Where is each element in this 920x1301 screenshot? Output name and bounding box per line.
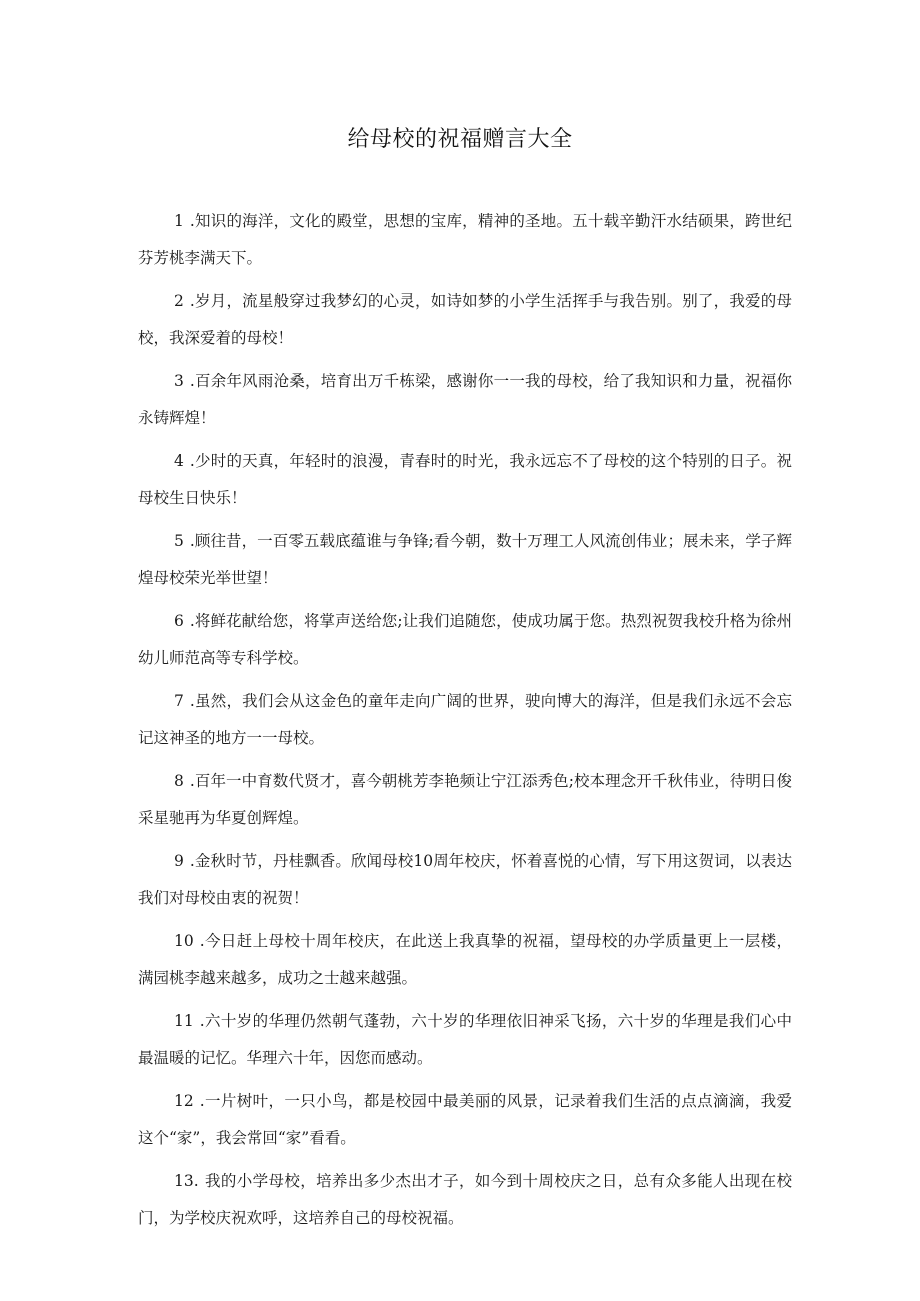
- document-title: 给母校的祝福赠言大全: [347, 127, 573, 152]
- paragraph: [138, 203, 792, 276]
- paragraph: [138, 1083, 792, 1156]
- paragraph-text: .少时的天真，年轻时的浪漫，青春时的时光，我永远忘不了母校的这个特别的日子。祝母校生日快乐！: [138, 452, 792, 507]
- paragraph-text: .金秋时节，丹桂飘香。欣闻母校10周年校庆，怀着喜悦的心情，写下用这贺词，以表达我们对母校由衷的祝贺！: [138, 852, 792, 907]
- paragraph: [138, 443, 792, 516]
- paragraph: [138, 843, 792, 916]
- paragraph-number: 8: [174, 772, 184, 790]
- paragraph: [138, 763, 792, 836]
- paragraph-number: 13.: [174, 1172, 199, 1190]
- paragraph-text: .虽然，我们会从这金色的童年走向广阔的世界，驶向博大的海洋，但是我们永远不会忘记这神圣的地方一一母校。: [138, 692, 792, 747]
- paragraph-number: 10: [174, 932, 194, 950]
- paragraph: [138, 923, 792, 996]
- paragraph-text: .将鲜花献给您，将掌声送给您;让我们追随您，使成功属于您。热烈祝贺我校升格为徐州幼儿师范高等专科学校。: [138, 612, 792, 667]
- paragraph-number: 2: [174, 292, 184, 310]
- paragraph-number: 11: [174, 1012, 194, 1030]
- paragraph: [138, 683, 792, 756]
- paragraph-number: 3: [174, 372, 184, 390]
- paragraph-number: 9: [174, 852, 184, 870]
- paragraph: [138, 1003, 792, 1076]
- paragraph-text: .百余年风雨沧桑，培育出万千栋梁，感谢你一一我的母校，给了我知识和力量，祝福你永铸辉煌！: [138, 372, 792, 427]
- paragraph-text: 我的小学母校，培养出多少杰出才子，如今到十周校庆之日，总有众多能人出现在校门，为学校庆祝欢呼，这培养自己的母校祝福。: [138, 1172, 792, 1227]
- paragraph: [138, 523, 792, 596]
- paragraph-text: .一片树叶，一只小鸟，都是校园中最美丽的风景，记录着我们生活的点点滴滴，我爱这个“家”，我会常回“家”看看。: [138, 1092, 792, 1147]
- paragraph-text: .百年一中育数代贤才，喜今朝桃芳李艳频让宁江添秀色;校本理念开千秋伟业，待明日俊采星驰再为华夏创辉煌。: [138, 772, 792, 827]
- paragraph-text: .知识的海洋，文化的殿堂，思想的宝库，精神的圣地。五十载辛勤汗水结硕果，跨世纪芬芳桃李满天下。: [138, 212, 792, 267]
- paragraph-number: 7: [174, 692, 184, 710]
- paragraph: [138, 1163, 792, 1236]
- paragraph-number: 12: [174, 1092, 194, 1110]
- paragraph-text: .顾往昔，一百零五载底蕴谁与争锋;看今朝，数十万理工人风流创伟业；展未来，学子辉煌母校荣光举世望！: [138, 532, 792, 587]
- paragraph-text: .六十岁的华理仍然朝气蓬勃，六十岁的华理依旧神采飞扬，六十岁的华理是我们心中最温暖的记忆。华理六十年，因您而感动。: [138, 1012, 792, 1067]
- paragraph: [138, 283, 792, 356]
- paragraph-text: .岁月，流星般穿过我梦幻的心灵，如诗如梦的小学生活挥手与我告别。别了，我爱的母校，我深爱着的母校！: [138, 292, 792, 347]
- paragraph-number: 6: [174, 612, 184, 630]
- paragraph-number: 4: [174, 452, 184, 470]
- paragraph: [138, 603, 792, 676]
- document-body: [138, 203, 792, 1243]
- paragraph-text: .今日赶上母校十周年校庆，在此送上我真挚的祝福，望母校的办学质量更上一层楼，满园桃李越来越多，成功之士越来越强。: [138, 932, 792, 987]
- paragraph: [138, 363, 792, 436]
- paragraph-number: 1: [174, 212, 184, 230]
- paragraph-number: 5: [174, 532, 184, 550]
